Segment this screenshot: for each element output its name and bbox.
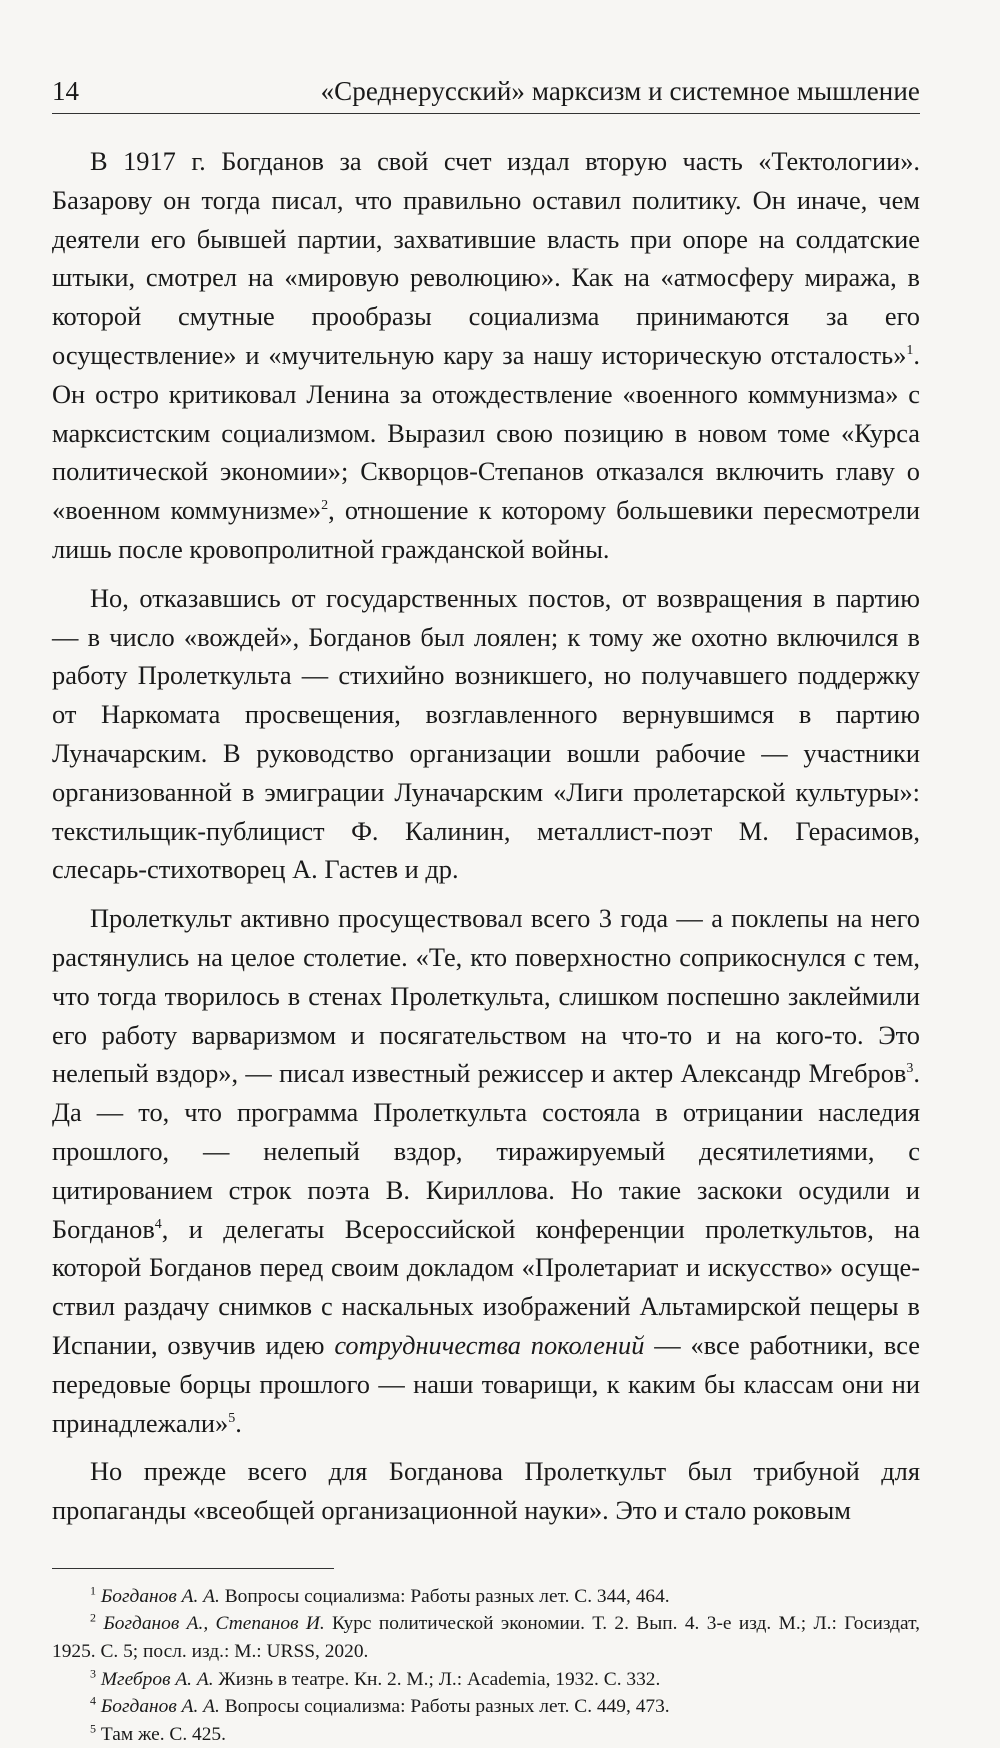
footnote-1 [52, 1583, 920, 1611]
footnote-ref-1: 1 [906, 343, 914, 359]
footnote-ref-2: 2 [321, 498, 329, 514]
footnote-author: Богданов А., Степанов И. [103, 1613, 325, 1635]
footnote-number: 1 [90, 1583, 96, 1598]
text-run: . Да — то, что программа Пролеткульта состояла в отрицании наследия прошлого, — нелепый вздор, тиражируемый десятилетиями, с цитированием строк поэта В. Кириллова. Но такие заскоки осудили и Богданов [52, 1058, 920, 1244]
paragraph-1 [52, 142, 920, 569]
footnote-number: 5 [90, 1721, 96, 1736]
footnote-ref-4: 4 [154, 1216, 162, 1232]
text-run: Но, отказавшись от государственных постов, от возвращения в партию — в число «вождей», Богданов был лоялен; к тому же охотно включился в работу Пролеткульта — стихийно возникшего, но получавшего поддержку от Наркомата просвещения, возглавленного вернувшимся в партию Луначарским. В руководство организации вошли рабочие — участники организованной в эмиграции Луначарским «Лиги пролетарской культуры»: текстильщик-публицист Ф. Калинин, металлист-поэт М. Герасимов, слесарь-стихотворец А. Гастев и др. [52, 582, 920, 885]
page-number: 14 [52, 76, 79, 106]
text-run: , и делегаты Всероссийской конференции пролеткультов, на которой Богданов перед своим докладом «Пролетариат и искусство» осуществил раздачу снимков с наскальных изображений Альтамирской пещеры в Испании, озвучив идею [52, 1213, 920, 1360]
footnote-author: Мгебров А. А. [100, 1668, 214, 1690]
paragraph-3 [52, 899, 920, 1442]
footnote-author: Богданов А. А. [100, 1585, 220, 1607]
footnote-number: 2 [90, 1611, 96, 1626]
text-run: . [235, 1407, 242, 1438]
footnote-5 [52, 1721, 920, 1748]
footnote-2 [52, 1610, 920, 1665]
text-run: Но прежде всего для Богданова Пролеткульт был трибуной для пропаганды «всеобщей организационной науки». Это и стало роковым [52, 1456, 920, 1526]
footnote-text: Жизнь в театре. Кн. 2. М.; Л.: Academia, 1932. С. 332. [213, 1668, 661, 1690]
footnote-text: Курс политической экономии. Т. 2. Вып. 4. 3-е изд. М.; Л.: Госиздат, 1925. С. 5; посл. изд.: М.: URSS, 2020. [52, 1613, 920, 1663]
text-run: . Он остро критиковал Ленина за отождествление «военного коммунизма» с марксистским социализмом. Выразил свою позицию в новом томе «Курса политической экономии»; Скворцов-Степанов отказался включить главу о «военном коммунизме» [52, 339, 920, 526]
paragraph-4 [52, 1452, 920, 1530]
emphasis-text: сотрудничества поколений [334, 1329, 645, 1360]
footnote-3 [52, 1666, 920, 1694]
footnote-text: Там же. С. 425. [100, 1723, 226, 1745]
footnote-divider [52, 1568, 334, 1569]
body-text [52, 142, 920, 1530]
footnote-number: 3 [90, 1666, 96, 1681]
footnote-text: Вопросы социализма: Работы разных лет. С. 449, 473. [219, 1696, 670, 1718]
footnote-ref-5: 5 [228, 1410, 236, 1426]
text-run: В 1917 г. Богданов за свой счет издал вторую часть «Тектологии». Базарову он тогда писал, что правильно оставил политику. Он иначе, чем деятели его бывшей партии, захватившие власть при опоре на солдатские штыки, смотрел на «мировую революцию». Как на «атмосферу миража, в которой смутные прообразы социализма принимаются за его осуществление» и «мучительную кару за нашу историческую отсталость» [52, 146, 920, 370]
text-run: — «все работники, все передовые борцы прошлого — наши товарищи, к каким бы классам они ни принадлежали» [52, 1329, 920, 1438]
paragraph-2 [52, 579, 920, 889]
footnotes [52, 1583, 920, 1748]
footnote-text: Вопросы социализма: Работы разных лет. С. 344, 464. [219, 1585, 670, 1607]
footnote-number: 4 [90, 1693, 96, 1708]
running-title: «Среднерусский» марксизм и системное мышление [320, 76, 920, 106]
footnote-4 [52, 1693, 920, 1721]
text-run: , отношение к которому большевики пересмотрели лишь после кровопролитной гражданской войны. [52, 495, 920, 564]
running-head [52, 64, 920, 114]
footnote-ref-3: 3 [906, 1061, 914, 1077]
text-run: Пролеткульт активно просуществовал всего 3 года — а поклепы на него растянулись на целое столетие. «Те, кто поверхностно соприкоснулся с тем, что тогда творилось в стенах Пролеткульта, слишком поспешно заклеймили его работу варваризмом и посягательством на что-то и на кого-то. Это нелепый вздор», — писал известный режиссер и актер Александр Мгебров [52, 903, 920, 1089]
footnote-author: Богданов А. А. [100, 1696, 220, 1718]
